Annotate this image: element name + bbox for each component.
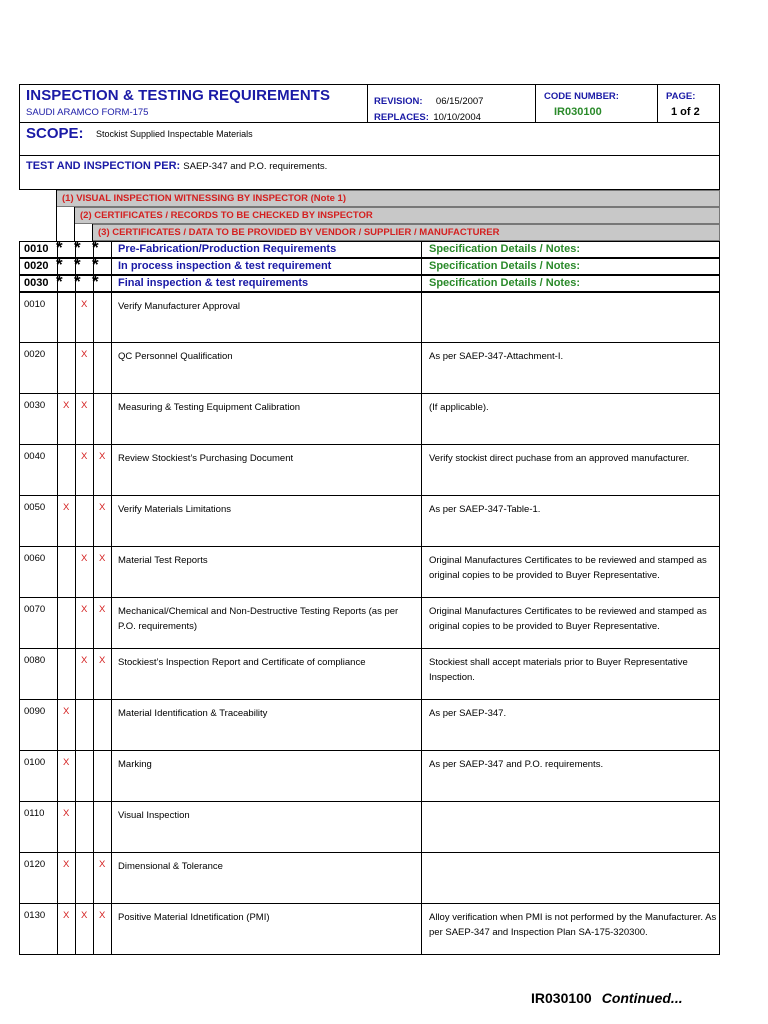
column-divider [75, 343, 76, 393]
column-divider [421, 649, 422, 699]
item-description: Stockiest’s Inspection Report and Certificate of compliance [118, 657, 366, 668]
item-description: Mechanical/Chemical and Non-Destructive Testing Reports (as per P.O. requirements) [118, 606, 399, 632]
table-row [19, 700, 720, 751]
test-inspection-value: SAEP-347 and P.O. requirements. [183, 161, 328, 172]
item-notes: Alloy verification when PMI is not performed by the Manufacturer. As per SAEP-347 and Inspection Plan SA-175-320300. [429, 912, 717, 938]
requirements-table [19, 292, 720, 955]
item-description: Marking [118, 759, 152, 770]
column-divider [93, 649, 94, 699]
column-divider [421, 547, 422, 597]
column-divider [111, 904, 112, 954]
page-cell [658, 85, 719, 122]
column-divider [93, 853, 94, 903]
column-divider [57, 293, 58, 342]
visual-inspection-mark: X [63, 400, 70, 411]
column-divider [111, 293, 112, 342]
table-row [19, 394, 720, 445]
asterisk-icon: * [74, 255, 81, 274]
item-code: 0020 [24, 349, 46, 360]
certificates-provided-mark: X [99, 604, 106, 615]
column-divider [57, 343, 58, 393]
legend-divider [56, 190, 57, 241]
section-notes-label: Specification Details / Notes: [429, 243, 580, 255]
item-description: Measuring & Testing Equipment Calibration [118, 402, 301, 413]
item-code: 0120 [24, 859, 46, 870]
replaces-label: REPLACES: [374, 112, 429, 123]
certificates-provided-mark: X [99, 502, 106, 513]
column-divider [421, 700, 422, 750]
page-label: PAGE: [666, 91, 696, 102]
certificates-checked-mark: X [81, 299, 88, 310]
column-divider [57, 445, 58, 495]
column-divider [57, 547, 58, 597]
column-divider [421, 445, 422, 495]
asterisk-icon: * [92, 255, 99, 274]
column-divider [421, 802, 422, 852]
table-row [19, 292, 720, 343]
scope-value: Stockist Supplied Inspectable Materials [96, 129, 253, 139]
item-code: 0010 [24, 299, 46, 310]
test-inspection-row [20, 155, 719, 189]
column-divider [93, 802, 94, 852]
asterisk-icon: * [92, 272, 99, 291]
column-divider [111, 598, 112, 648]
test-inspection-label: TEST AND INSPECTION PER: [26, 160, 181, 172]
section-notes-label: Specification Details / Notes: [429, 260, 580, 272]
item-notes: As per SAEP-347-Attachment-I. [429, 351, 564, 362]
header-top-row [20, 85, 719, 123]
column-divider [93, 445, 94, 495]
table-row [19, 751, 720, 802]
certificates-checked-mark: X [81, 451, 88, 462]
table-row [19, 598, 720, 649]
column-divider [57, 802, 58, 852]
revision-cell [368, 85, 536, 122]
column-divider [421, 904, 422, 954]
section-code: 0020 [24, 260, 49, 272]
table-row [19, 445, 720, 496]
legend-certificates-provided: (3) CERTIFICATES / DATA TO BE PROVIDED BY VENDOR / SUPPLIER / MANUFACTURER [92, 224, 720, 241]
item-notes: As per SAEP-347. [429, 708, 507, 719]
column-divider [93, 904, 94, 954]
column-divider [93, 700, 94, 750]
item-code: 0030 [24, 400, 46, 411]
item-code: 0060 [24, 553, 46, 564]
certificates-checked-mark: X [81, 910, 88, 921]
item-notes: Original Manufactures Certificates to be reviewed and stamped as original copies to be provided to Buyer Representative. [429, 606, 707, 632]
document-title: INSPECTION & TESTING REQUIREMENTS [26, 87, 331, 104]
column-divider [75, 293, 76, 342]
item-description: Material Test Reports [118, 555, 208, 566]
column-divider [421, 343, 422, 393]
item-notes: Verify stockist direct puchase from an approved manufacturer. [429, 453, 690, 464]
footer-code: IR030100 [531, 990, 592, 1006]
asterisk-icon: * [74, 238, 81, 257]
item-notes: (If applicable). [429, 402, 489, 413]
column-divider [111, 343, 112, 393]
column-divider [421, 751, 422, 801]
column-divider [75, 394, 76, 444]
item-notes: As per SAEP-347 and P.O. requirements. [429, 759, 604, 770]
column-divider [75, 496, 76, 546]
column-divider [75, 802, 76, 852]
column-divider [57, 598, 58, 648]
section-row [19, 272, 720, 292]
column-divider [75, 904, 76, 954]
column-divider [111, 547, 112, 597]
column-divider [93, 394, 94, 444]
column-divider [57, 700, 58, 750]
column-divider [421, 853, 422, 903]
certificates-provided-mark: X [99, 655, 106, 666]
item-description: Material Identification & Traceability [118, 708, 268, 719]
section-code: 0010 [24, 243, 49, 255]
section-title: Pre-Fabrication/Production Requirements [118, 243, 337, 255]
item-code: 0050 [24, 502, 46, 513]
section-code: 0030 [24, 277, 49, 289]
column-divider [75, 649, 76, 699]
asterisk-icon: * [56, 255, 63, 274]
column-divider [57, 853, 58, 903]
column-divider [75, 547, 76, 597]
legend-visual-inspection: (1) VISUAL INSPECTION WITNESSING BY INSPECTOR (Note 1) [56, 190, 720, 207]
page-value: 1 of 2 [671, 106, 700, 118]
section-row [19, 238, 720, 258]
column-divider [111, 802, 112, 852]
code-cell [536, 85, 658, 122]
form-number: SAUDI ARAMCO FORM-175 [26, 107, 149, 118]
item-code: 0080 [24, 655, 46, 666]
item-code: 0130 [24, 910, 46, 921]
table-row [19, 649, 720, 700]
section-title: In process inspection & test requirement [118, 260, 332, 272]
asterisk-icon: * [56, 272, 63, 291]
item-description: Positive Material Idnetification (PMI) [118, 912, 270, 923]
item-code: 0070 [24, 604, 46, 615]
scope-row [20, 122, 719, 156]
asterisk-icon: * [74, 272, 81, 291]
revision-label: REVISION: [374, 96, 423, 107]
item-notes: Original Manufactures Certificates to be reviewed and stamped as original copies to be provided to Buyer Representative. [429, 555, 707, 581]
column-divider [93, 598, 94, 648]
column-divider [421, 293, 422, 342]
item-description: Visual Inspection [118, 810, 190, 821]
column-divider [75, 700, 76, 750]
table-row [19, 853, 720, 904]
column-divider [421, 394, 422, 444]
column-divider [57, 649, 58, 699]
replaces-value: 10/10/2004 [433, 112, 481, 123]
column-divider [57, 751, 58, 801]
visual-inspection-mark: X [63, 910, 70, 921]
certificates-provided-mark: X [99, 910, 106, 921]
item-description: Dimensional & Tolerance [118, 861, 223, 872]
code-number-value: IR030100 [554, 106, 602, 118]
column-divider [111, 445, 112, 495]
page-footer [531, 990, 683, 1006]
asterisk-icon: * [92, 238, 99, 257]
item-notes: Stockiest shall accept materials prior to Buyer Representative Inspection. [429, 657, 688, 683]
revision-value: 06/15/2007 [435, 96, 484, 107]
item-code: 0040 [24, 451, 46, 462]
column-divider [111, 853, 112, 903]
certificates-checked-mark: X [81, 604, 88, 615]
column-divider [57, 904, 58, 954]
footer-continued: Continued... [601, 990, 683, 1006]
column-divider [75, 853, 76, 903]
column-divider [57, 496, 58, 546]
table-row [19, 802, 720, 853]
visual-inspection-mark: X [63, 859, 70, 870]
code-number-label: CODE NUMBER: [544, 91, 619, 102]
scope-label: SCOPE: [26, 125, 84, 142]
column-divider [57, 394, 58, 444]
certificates-provided-mark: X [99, 553, 106, 564]
certificates-checked-mark: X [81, 400, 88, 411]
legend-divider [74, 207, 75, 241]
certificates-provided-mark: X [99, 859, 106, 870]
column-divider [421, 496, 422, 546]
column-divider [111, 700, 112, 750]
legend-certificates-checked: (2) CERTIFICATES / RECORDS TO BE CHECKED BY INSPECTOR [74, 207, 720, 224]
form-header [19, 84, 720, 190]
certificates-checked-mark: X [81, 349, 88, 360]
column-divider [93, 547, 94, 597]
item-description: Verify Manufacturer Approval [118, 301, 240, 312]
visual-inspection-mark: X [63, 502, 70, 513]
table-row [19, 547, 720, 598]
column-divider [93, 496, 94, 546]
column-divider [75, 445, 76, 495]
column-divider [93, 751, 94, 801]
visual-inspection-mark: X [63, 808, 70, 819]
certificates-checked-mark: X [81, 553, 88, 564]
column-divider [93, 293, 94, 342]
item-code: 0110 [24, 808, 45, 819]
section-title: Final inspection & test requirements [118, 277, 309, 289]
column-divider [111, 496, 112, 546]
column-divider [111, 649, 112, 699]
column-divider [75, 751, 76, 801]
certificates-provided-mark: X [99, 451, 106, 462]
asterisk-icon: * [56, 238, 63, 257]
column-divider [111, 394, 112, 444]
visual-inspection-mark: X [63, 706, 70, 717]
title-cell [20, 85, 368, 122]
item-code: 0090 [24, 706, 46, 717]
section-notes-label: Specification Details / Notes: [429, 277, 580, 289]
column-divider [421, 598, 422, 648]
certificates-checked-mark: X [81, 655, 88, 666]
column-divider [93, 343, 94, 393]
item-description: Verify Materials Limitations [118, 504, 231, 515]
table-row [19, 496, 720, 547]
column-divider [75, 598, 76, 648]
item-description: QC Personnel Qualification [118, 351, 233, 362]
item-code: 0100 [24, 757, 46, 768]
section-row [19, 255, 720, 275]
table-row [19, 343, 720, 394]
visual-inspection-mark: X [63, 757, 70, 768]
column-divider [111, 751, 112, 801]
table-row [19, 904, 720, 955]
item-description: Review Stockiest’s Purchasing Document [118, 453, 294, 464]
item-notes: As per SAEP-347-Table-1. [429, 504, 541, 515]
